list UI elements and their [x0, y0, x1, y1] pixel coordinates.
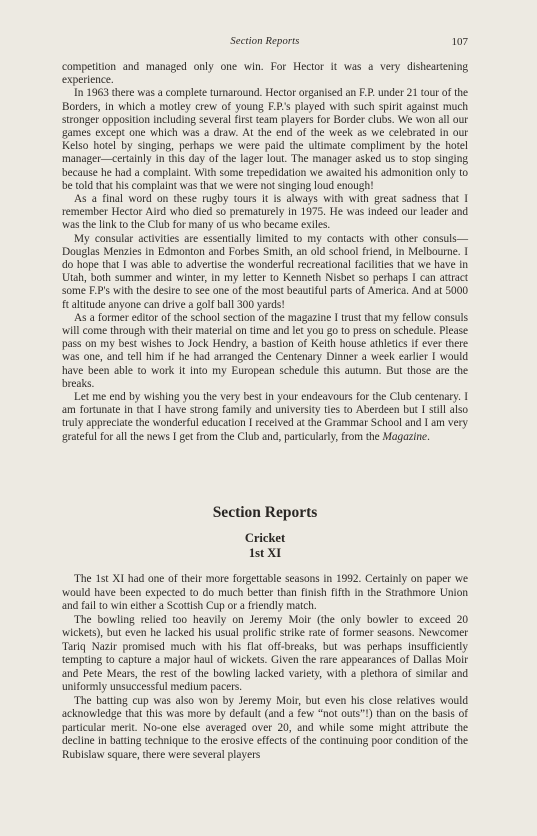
- letter-paragraph: In 1963 there was a complete turnaround. Hector organised an F.P. under 21 tour of the Borders, in which a motley crew of young F.P.'s played with such spirit against much stronger opposition including several first team players for Border clubs. We won all our games except one which was a draw. At the end of the week as we celebrated in our Kelso hotel by singing, perhaps we were paid the ultimate compliment by the hotel manager—certainly in this day of the lager lout. The manager asked us to stop singing because he had a complaint. With some trepedidation we awaited his admonition only to be told that his complaint was that we were not singing loud enough!: [62, 87, 468, 192]
- letter-paragraph: competition and managed only one win. For Hector it was a very disheartening experience.: [62, 61, 468, 87]
- letter-paragraph: As a final word on these rugby tours it is always with with great sadness that I remember Hector Aird who died so prematurely in 1975. He was indeed our leader and was the link to the Club for many of us who became exiles.: [62, 193, 468, 232]
- closing-text: Let me end by wishing you the very best in your endeavours for the Club centenary. I am fortunate in that I have strong family and university ties to Aberdeen but I still also truly appreciate the wonderful education I received at the Grammar School and I am very grateful for all the news I get from the Club and, particularly, from the: [62, 391, 468, 443]
- sport-heading: Cricket: [244, 531, 286, 545]
- letter-body: [62, 61, 468, 444]
- section-heading: Section Reports: [212, 504, 318, 521]
- letter-paragraph-closing: [62, 391, 468, 444]
- cricket-report: [62, 573, 468, 762]
- running-head: [62, 36, 468, 52]
- magazine-title: Magazine: [382, 430, 428, 443]
- section-reports: [62, 504, 468, 762]
- letter-paragraph: My consular activities are essentially limited to my contacts with other consuls—Douglas Menzies in Edmonton and Forbes Smith, an old school friend, in Melbourne. I do hope that I was able to advertise the wonderful recreational facilities that we have in Utah, both summer and winter, in my letter to Kenneth Nisbet so perhaps I can attract some F.P's with the desire to see one of the most beautiful parts of America. And at 5000 ft altitude anyone can drive a golf ball 300 yards!: [62, 232, 468, 311]
- report-paragraph: The batting cup was also won by Jeremy Moir, but even his close relatives would acknowledge that this was more by default (and a few “not outs”!) than on the basis of particular merit. No-one else averaged over 20, and while some might attribute the decline in batting technique to the erosive effects of the continuing poor condition of the Rubislaw square, there were several players: [62, 694, 468, 761]
- letter-paragraph: As a former editor of the school section of the magazine I trust that my fellow consuls will come through with their material on time and let you go to press on schedule. Please pass on my best wishes to Jock Hendry, a bastion of Keith house athletics if ever there was one, and tell him if he had arranged the Centenary Dinner a week earlier I would have been able to work it into my European schedule this autumn. But those are the breaks.: [62, 311, 468, 390]
- page-number: 107: [451, 36, 468, 48]
- report-paragraph: The 1st XI had one of their more forgettable seasons in 1992. Certainly on paper we would have been expected to do much better than finish fifth in the Strathmore Union and fail to win either a Scottish Cup or a friendly match.: [62, 573, 468, 612]
- closing-period: .: [427, 430, 430, 443]
- team-heading: 1st XI: [248, 546, 282, 560]
- report-paragraph: The bowling relied too heavily on Jeremy Moir (the only bowler to exceed 20 wickets), but even he lacked his usual prolific strike rate of former seasons. Newcomer Tariq Nazir promised much with his flat off-breaks, but was perhaps insufficiently tempting to capture a major haul of wickets. Given the rare appearances of Dallas Moir and Pete Mears, the rest of the bowling lacked variety, with a plethora of similar and uniformly unsuccessful medium pacers.: [62, 613, 468, 693]
- running-title: Section Reports: [230, 36, 300, 47]
